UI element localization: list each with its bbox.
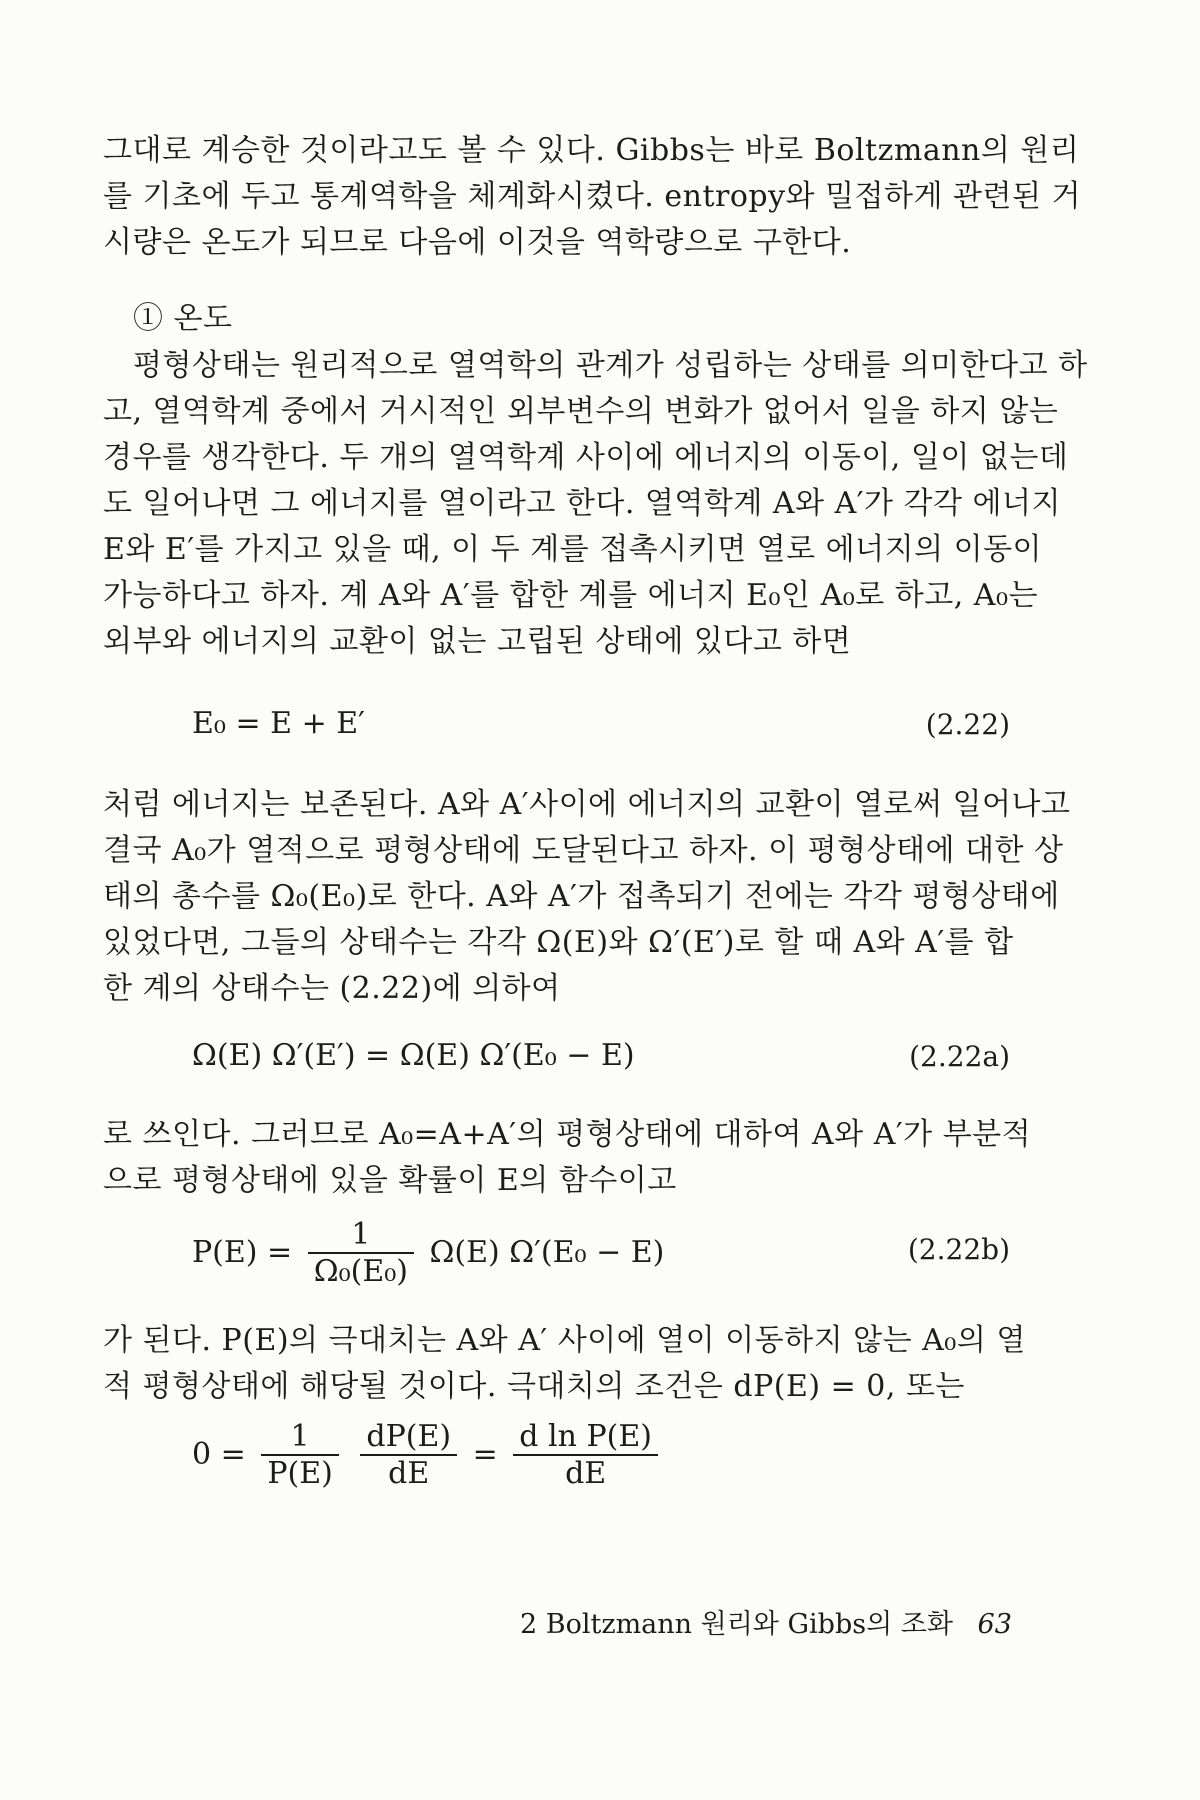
text-line: 도 일어나면 그 에너지를 열이라고 한다. 열역학계 A와 A′가 각각 에너지 — [103, 486, 1061, 521]
paragraph-probability — [103, 1112, 1032, 1204]
paragraph-conservation — [103, 782, 1071, 1012]
text-line: 한 계의 상태수는 (2.22)에 의하여 — [103, 971, 561, 1006]
text-line: 로 쓰인다. 그러므로 A₀=A+A′의 평형상태에 대하여 A와 A′가 부분적 — [103, 1117, 1032, 1152]
text-line: 그대로 계승한 것이라고도 볼 수 있다. Gibbs는 바로 Boltzmann의 원리 — [103, 133, 1080, 168]
text-line: 태의 총수를 Ω₀(E₀)로 한다. A와 A′가 접촉되기 전에는 각각 평형상태에 — [103, 879, 1060, 914]
fraction — [308, 1218, 414, 1290]
text-line: 경우를 생각한다. 두 개의 열역학계 사이에 에너지의 이동이, 일이 없는데 — [103, 440, 1069, 475]
section-heading — [103, 296, 1003, 342]
text-line: 있었다면, 그들의 상태수는 각각 Ω(E)와 Ω′(E′)로 할 때 A와 A′를 합 — [103, 925, 1014, 960]
equation-body: Ω(E) Ω′(E′) = Ω(E) Ω′(E₀ − E) — [192, 1038, 635, 1073]
equation-2-22 — [192, 706, 365, 741]
equation-body: E₀ = E + E′ — [192, 706, 365, 741]
text-line: 고, 열역학계 중에서 거시적인 외부변수의 변화가 없어서 일을 하지 않는 — [103, 394, 1059, 429]
equals-sign: = — [472, 1437, 498, 1472]
fraction — [261, 1420, 339, 1492]
text-line: 시량은 온도가 되므로 다음에 이것을 역학량으로 구한다. — [103, 225, 852, 260]
fraction-denominator: dE — [565, 1456, 607, 1491]
fraction-numerator: dP(E) — [360, 1420, 457, 1456]
section-heading-text: ① 온도 — [133, 301, 233, 336]
fraction-numerator: d ln P(E) — [513, 1420, 658, 1456]
text-line: 가 된다. P(E)의 극대치는 A와 A′ 사이에 열이 이동하지 않는 A₀의 열 — [103, 1323, 1026, 1358]
page-number: 63 — [977, 1609, 1012, 1640]
running-title: 2 Boltzmann 원리와 Gibbs의 조화 — [520, 1609, 953, 1640]
fraction-denominator: Ω₀(E₀) — [313, 1254, 408, 1289]
text-line: 적 평형상태에 해당될 것이다. 극대치의 조건은 dP(E) = 0, 또는 — [103, 1369, 965, 1404]
fraction-numerator: 1 — [308, 1218, 414, 1254]
text-line: 가능하다고 하자. 계 A와 A′를 합한 계를 에너지 E₀인 A₀로 하고, A₀는 — [103, 578, 1038, 613]
equation-2-22a — [192, 1038, 635, 1073]
equation-number: (2.22a) — [909, 1040, 1010, 1073]
equation-rhs: Ω(E) Ω′(E₀ − E) — [429, 1235, 665, 1270]
equation-number: (2.22b) — [907, 1233, 1010, 1266]
page-footer — [520, 1602, 1012, 1641]
text-line: 처럼 에너지는 보존된다. A와 A′사이에 에너지의 교환이 열로써 일어나고 — [103, 787, 1071, 822]
equation-lhs: P(E) = — [192, 1235, 293, 1270]
text-line: 를 기초에 두고 통계역학을 체계화시켰다. entropy와 밀접하게 관련된 거 — [103, 179, 1081, 214]
equation-lhs: 0 = — [192, 1437, 246, 1472]
fraction-denominator: dE — [388, 1456, 430, 1491]
text-line: E와 E′를 가지고 있을 때, 이 두 계를 접촉시키면 열로 에너지의 이동이 — [103, 532, 1043, 567]
text-line: 으로 평형상태에 있을 확률이 E의 함수이고 — [103, 1163, 677, 1198]
fraction-numerator: 1 — [261, 1420, 339, 1456]
paragraph-intro — [103, 128, 1081, 266]
paragraph-temperature — [103, 343, 1088, 665]
paragraph-maximum — [103, 1318, 1026, 1410]
equation-number: (2.22) — [925, 708, 1010, 741]
fraction — [360, 1420, 457, 1492]
text-line: 외부와 에너지의 교환이 없는 고립된 상태에 있다고 하면 — [103, 624, 852, 659]
equation-maximum-condition — [192, 1420, 664, 1492]
text-line: 결국 A₀가 열적으로 평형상태에 도달된다고 하자. 이 평형상태에 대한 상 — [103, 833, 1064, 868]
equation-2-22b — [192, 1218, 664, 1290]
text-line: 평형상태는 원리적으로 열역학의 관계가 성립하는 상태를 의미한다고 하 — [133, 348, 1088, 383]
fraction — [513, 1420, 658, 1492]
fraction-denominator: P(E) — [267, 1456, 333, 1491]
